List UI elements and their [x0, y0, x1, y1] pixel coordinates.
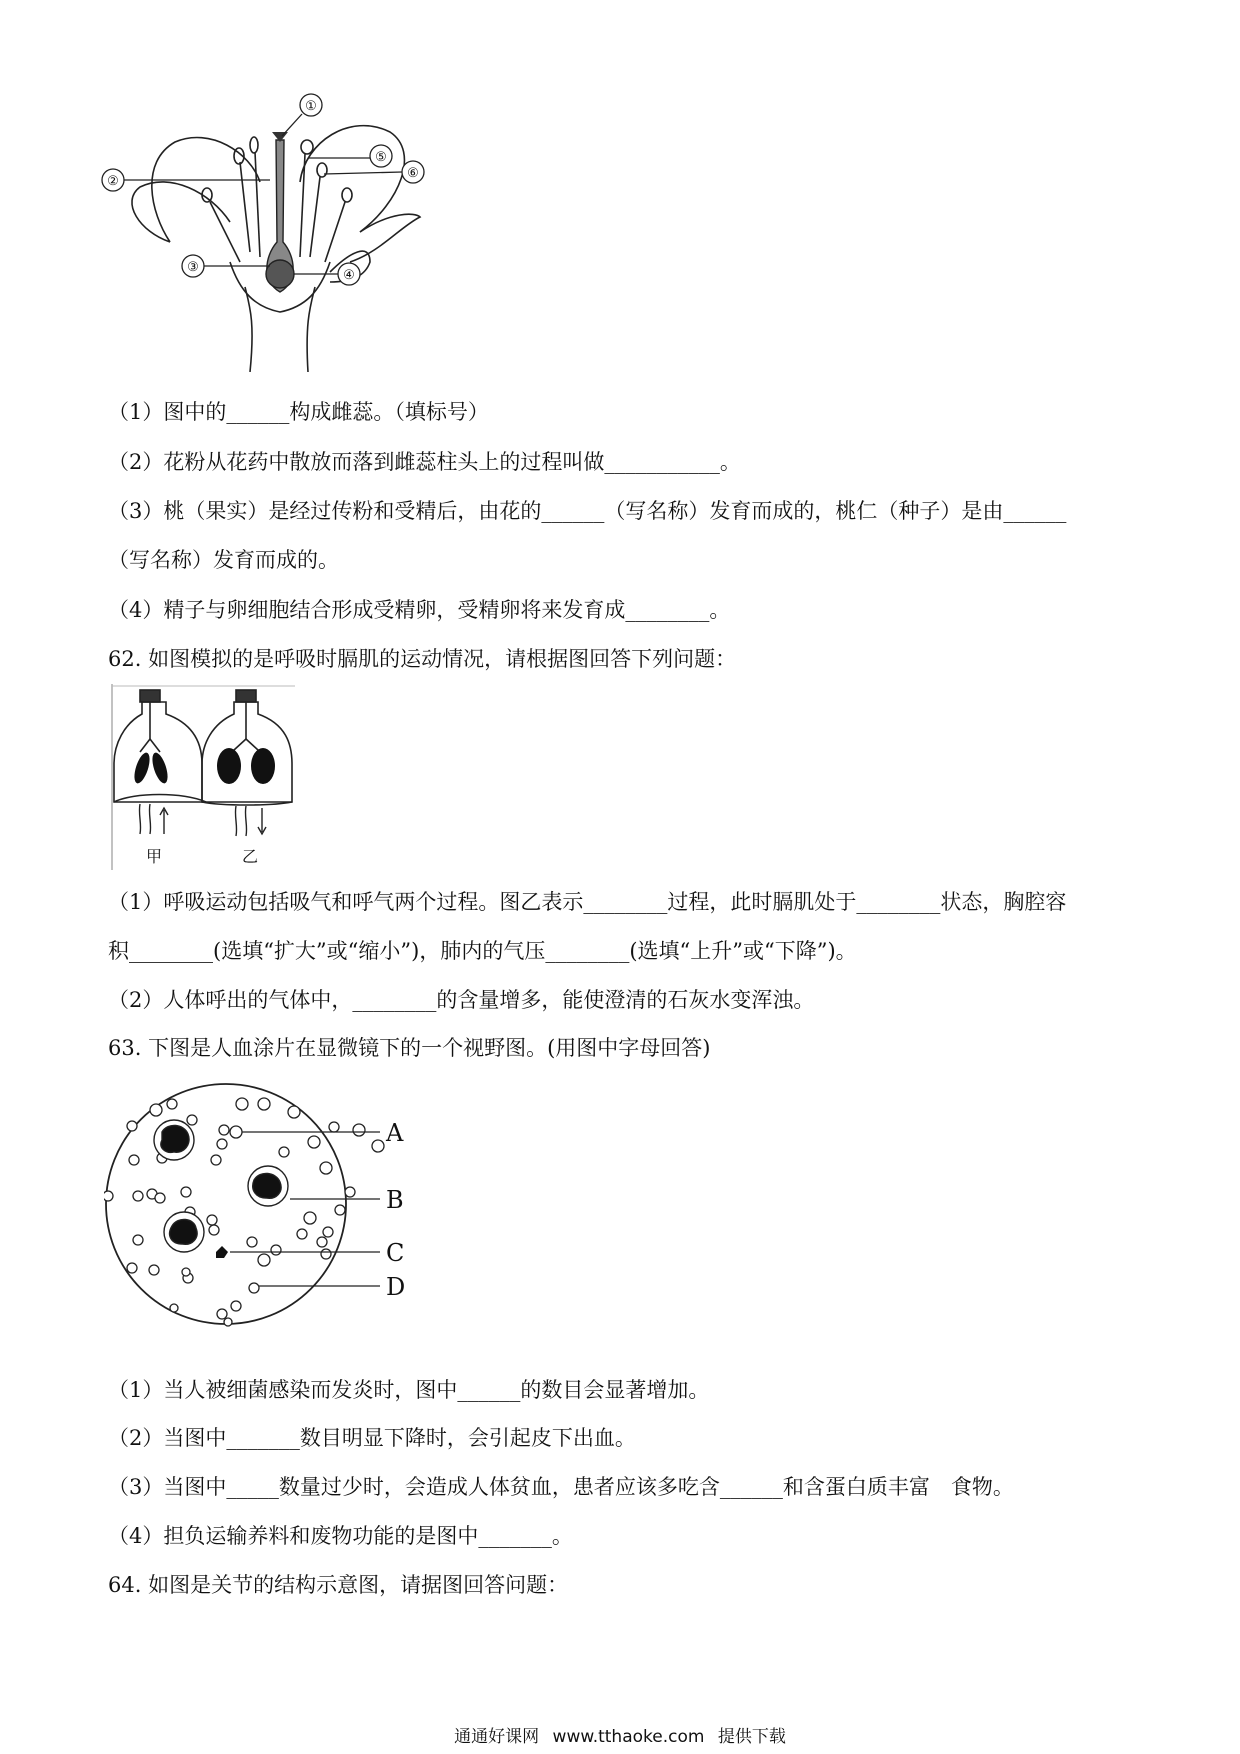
blood-label-a: A: [386, 1119, 404, 1147]
diaphragm-label-yi: 乙: [241, 847, 259, 866]
q62-part-1-line-1: （1）呼吸运动包括吸气和呼气两个过程。图乙表示________过程，此时膈肌处于________状态，胸腔容: [108, 890, 1067, 914]
flower-label-2: ②: [107, 174, 119, 189]
footer-site-name: 通通好课网: [454, 1727, 540, 1747]
footer-suffix: 提供下载: [717, 1727, 786, 1747]
q61-part-2: （2）花粉从花药中散放而落到雌蕊柱头上的过程叫做___________。: [108, 450, 741, 474]
flower-label-6: ⑥: [407, 166, 419, 181]
flower-label-3: ③: [187, 260, 199, 275]
q63-part-2: （2）当图中_______数目明显下降时，会引起皮下出血。: [108, 1426, 636, 1450]
q62-part-2: （2）人体呼出的气体中，________的含量增多，能使澄清的石灰水变浑浊。: [108, 988, 815, 1012]
blood-label-b: B: [386, 1186, 404, 1214]
q64-title: 64. 如图是关节的结构示意图，请据图回答问题：: [108, 1573, 569, 1597]
q61-part-4: （4）精子与卵细胞结合形成受精卵，受精卵将来发育成________。: [108, 598, 731, 622]
blood-label-c: C: [386, 1239, 405, 1267]
q63-part-3: （3）当图中_____数量过少时，会造成人体贫血，患者应该多吃含______和含蛋白质丰富 食物。: [108, 1475, 1014, 1499]
flower-diagram: [100, 92, 460, 372]
blood-smear-diagram: [104, 1082, 464, 1342]
q62-title: 62. 如图模拟的是呼吸时膈肌的运动情况，请根据图回答下列问题：: [108, 647, 737, 671]
q63-part-1: （1）当人被细菌感染而发炎时，图中______的数目会显著增加。: [108, 1378, 710, 1402]
page-footer: [0, 1722, 1240, 1747]
q61-part-1: （1）图中的______构成雌蕊。（填标号）: [108, 400, 489, 424]
flower-label-1: ①: [305, 99, 317, 114]
flower-label-5: ⑤: [375, 150, 387, 165]
diaphragm-label-jia: 甲: [145, 847, 163, 866]
blood-label-d: D: [386, 1273, 406, 1301]
q61-part-3-line-2: （写名称）发育而成的。: [108, 548, 339, 572]
q61-part-3-line-1: （3）桃（果实）是经过传粉和受精后，由花的______（写名称）发育而成的，桃仁（种子）是由______: [108, 499, 1067, 523]
diaphragm-model-diagram: [110, 684, 300, 870]
flower-label-4: ④: [343, 268, 355, 283]
q62-part-1-line-2: 积________(选填“扩大”或“缩小”)，肺内的气压________(选填“上升”或“下降”)。: [108, 939, 857, 963]
q63-title: 63. 下图是人血涂片在显微镜下的一个视野图。(用图中字母回答): [108, 1036, 711, 1060]
q63-part-4: （4）担负运输养料和废物功能的是图中_______。: [108, 1524, 573, 1548]
footer-url[interactable]: www.tthaoke.com: [552, 1727, 705, 1747]
